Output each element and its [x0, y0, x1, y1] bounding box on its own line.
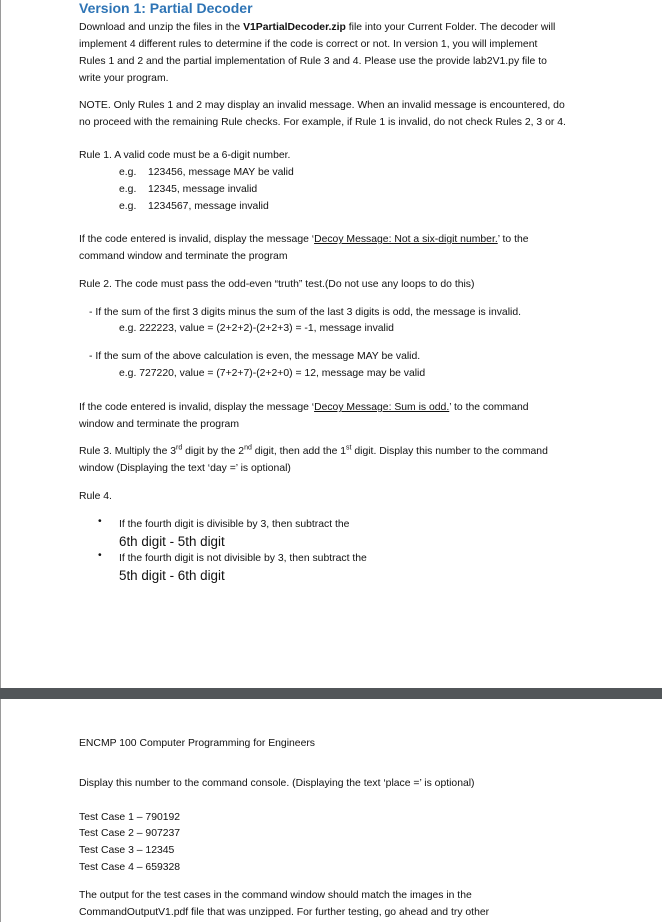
bullet-icon: • [98, 516, 102, 527]
rule2-odd-example: e.g. 222223, value = (2+2+2)-(2+2+3) = -1, message invalid [119, 323, 394, 334]
rule4-title: Rule 4. [79, 491, 112, 502]
rule4-item2-text: If the fourth digit is not divisible by 3, then subtract the [119, 553, 367, 564]
bullet-icon: • [98, 550, 102, 561]
zip-filename: V1PartialDecoder.zip [243, 22, 346, 33]
test-case-2: Test Case 2 – 907237 [79, 828, 181, 839]
output-paragraph: The output for the test cases in the command window should match the images in the CommandOutputV1.pdf file that was unzipped. For further testing, go ahead and try other [79, 890, 490, 918]
test-case-1: Test Case 1 – 790192 [79, 812, 181, 823]
rule1-invalid-paragraph: If the code entered is invalid, display the message ‘Decoy Message: Not a six-digit number.’ to the command window and terminate the program [79, 234, 529, 262]
document-page-2 [0, 699, 662, 922]
test-case-3: Test Case 3 – 12345 [79, 845, 175, 856]
intro-paragraph: Download and unzip the files in the V1PartialDecoder.zip file into your Current Folder. The decoder will implement 4 different rules to determine if the code is correct or not. In version 1, you will implement Rules 1 and 2 and the partial implementation of Rule 3 and 4. Please use the provide lab2V1.py file to write your program. [79, 22, 556, 84]
test-case-4: Test Case 4 – 659328 [79, 862, 181, 873]
rule4-item1-text: If the fourth digit is divisible by 3, then subtract the [119, 519, 350, 530]
display-instruction: Display this number to the command console. (Displaying the text ‘place =’ is optional) [79, 778, 475, 789]
rule1-example-1: e.g. 123456, message MAY be valid [119, 167, 294, 178]
decoy-message-six-digit: Decoy Message: Not a six-digit number. [314, 234, 498, 245]
rule2-odd-case: - If the sum of the first 3 digits minus the sum of the last 3 digits is odd, the message is invalid. [89, 307, 521, 318]
page-gap [0, 688, 662, 699]
rule2-even-case: - If the sum of the above calculation is even, the message MAY be valid. [89, 351, 421, 362]
rule2-even-example: e.g. 727220, value = (7+2+7)-(2+2+0) = 12, message may be valid [119, 368, 426, 379]
note-paragraph: NOTE. Only Rules 1 and 2 may display an invalid message. When an invalid message is encountered, do no proceed with the remaining Rule checks. For example, if Rule 1 is invalid, do not check Rules 2, 3 or 4. [79, 100, 566, 128]
course-header: ENCMP 100 Computer Programming for Engineers [79, 738, 316, 749]
decoy-message-sum-odd: Decoy Message: Sum is odd. [314, 402, 450, 413]
rule4-item2-formula: 5th digit - 6th digit [119, 568, 225, 583]
rule3-paragraph: Rule 3. Multiply the 3rd digit by the 2nd digit, then add the 1st digit. Display this number to the command window (Displaying the text ‘day =’ is optional) [79, 444, 548, 474]
rule4-item1-formula: 6th digit - 5th digit [119, 534, 225, 549]
section-heading: Version 1: Partial Decoder [79, 0, 253, 16]
rule1-example-2: e.g. 12345, message invalid [119, 184, 258, 195]
rule2-invalid-paragraph: If the code entered is invalid, display the message ‘Decoy Message: Sum is odd.’ to the command window and terminate the program [79, 402, 529, 430]
rule1-title: Rule 1. A valid code must be a 6-digit number. [79, 150, 291, 161]
rule2-title: Rule 2. The code must pass the odd-even “truth” test.(Do not use any loops to do this) [79, 279, 475, 290]
rule1-example-3: e.g. 1234567, message invalid [119, 201, 269, 212]
